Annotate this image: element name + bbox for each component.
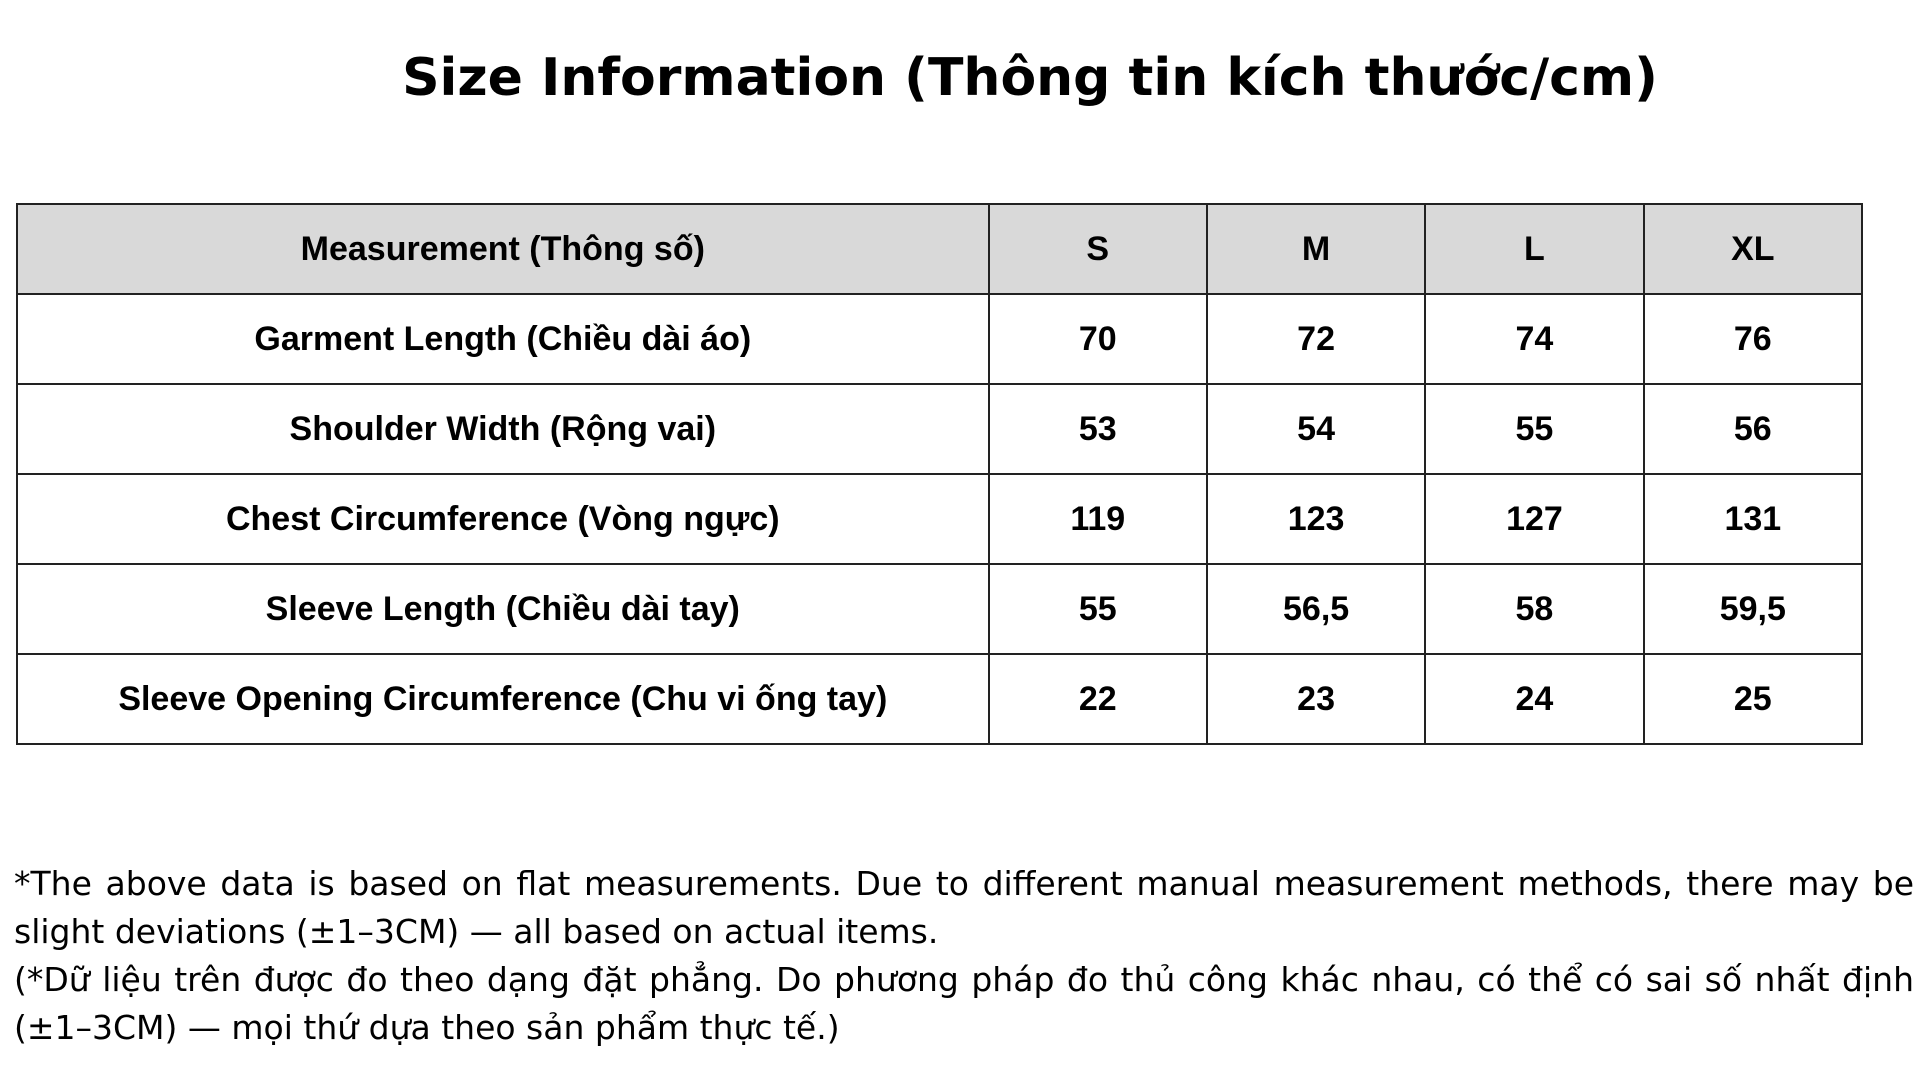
table-cell: 22 <box>989 654 1207 744</box>
table-cell: 56,5 <box>1207 564 1425 654</box>
measurement-column-header: Measurement (Thông số) <box>17 204 989 294</box>
table-cell: 119 <box>989 474 1207 564</box>
table-header-row <box>17 204 1862 294</box>
table-cell: 59,5 <box>1644 564 1862 654</box>
table-row-sleeve-opening <box>17 654 1862 744</box>
table-cell: 74 <box>1425 294 1643 384</box>
table-cell: 58 <box>1425 564 1643 654</box>
size-header-m: M <box>1207 204 1425 294</box>
table-cell: 56 <box>1644 384 1862 474</box>
table-row-sleeve-length <box>17 564 1862 654</box>
size-table <box>16 203 1863 745</box>
row-label: Sleeve Opening Circumference (Chu vi ống tay) <box>17 654 989 744</box>
table-cell: 24 <box>1425 654 1643 744</box>
table-row-garment-length <box>17 294 1862 384</box>
size-header-l: L <box>1425 204 1643 294</box>
table-cell: 55 <box>1425 384 1643 474</box>
table-cell: 123 <box>1207 474 1425 564</box>
row-label: Chest Circumference (Vòng ngực) <box>17 474 989 564</box>
note-english: *The above data is based on flat measurements. Due to different manual measurement methods, there may be slight deviations (±1–3CM) — all based on actual items. <box>14 864 1914 951</box>
note-vietnamese: (*Dữ liệu trên được đo theo dạng đặt phẳng. Do phương pháp đo thủ công khác nhau, có thể có sai số nhất định (±1–3CM) — mọi thứ dựa theo sản phẩm thực tế.) <box>14 960 1914 1047</box>
table-cell: 70 <box>989 294 1207 384</box>
table-cell: 131 <box>1644 474 1862 564</box>
table-cell: 23 <box>1207 654 1425 744</box>
row-label: Garment Length (Chiều dài áo) <box>17 294 989 384</box>
table-cell: 72 <box>1207 294 1425 384</box>
table-cell: 53 <box>989 384 1207 474</box>
row-label: Sleeve Length (Chiều dài tay) <box>17 564 989 654</box>
table-cell: 25 <box>1644 654 1862 744</box>
size-header-s: S <box>989 204 1207 294</box>
table-cell: 55 <box>989 564 1207 654</box>
page-title: Size Information (Thông tin kích thước/cm) <box>402 48 1658 108</box>
table-row-shoulder-width <box>17 384 1862 474</box>
table-cell: 54 <box>1207 384 1425 474</box>
table-row-chest-circumference <box>17 474 1862 564</box>
row-label: Shoulder Width (Rộng vai) <box>17 384 989 474</box>
table-cell: 127 <box>1425 474 1643 564</box>
table-cell: 76 <box>1644 294 1862 384</box>
size-header-xl: XL <box>1644 204 1862 294</box>
measurement-note <box>14 860 1914 1052</box>
